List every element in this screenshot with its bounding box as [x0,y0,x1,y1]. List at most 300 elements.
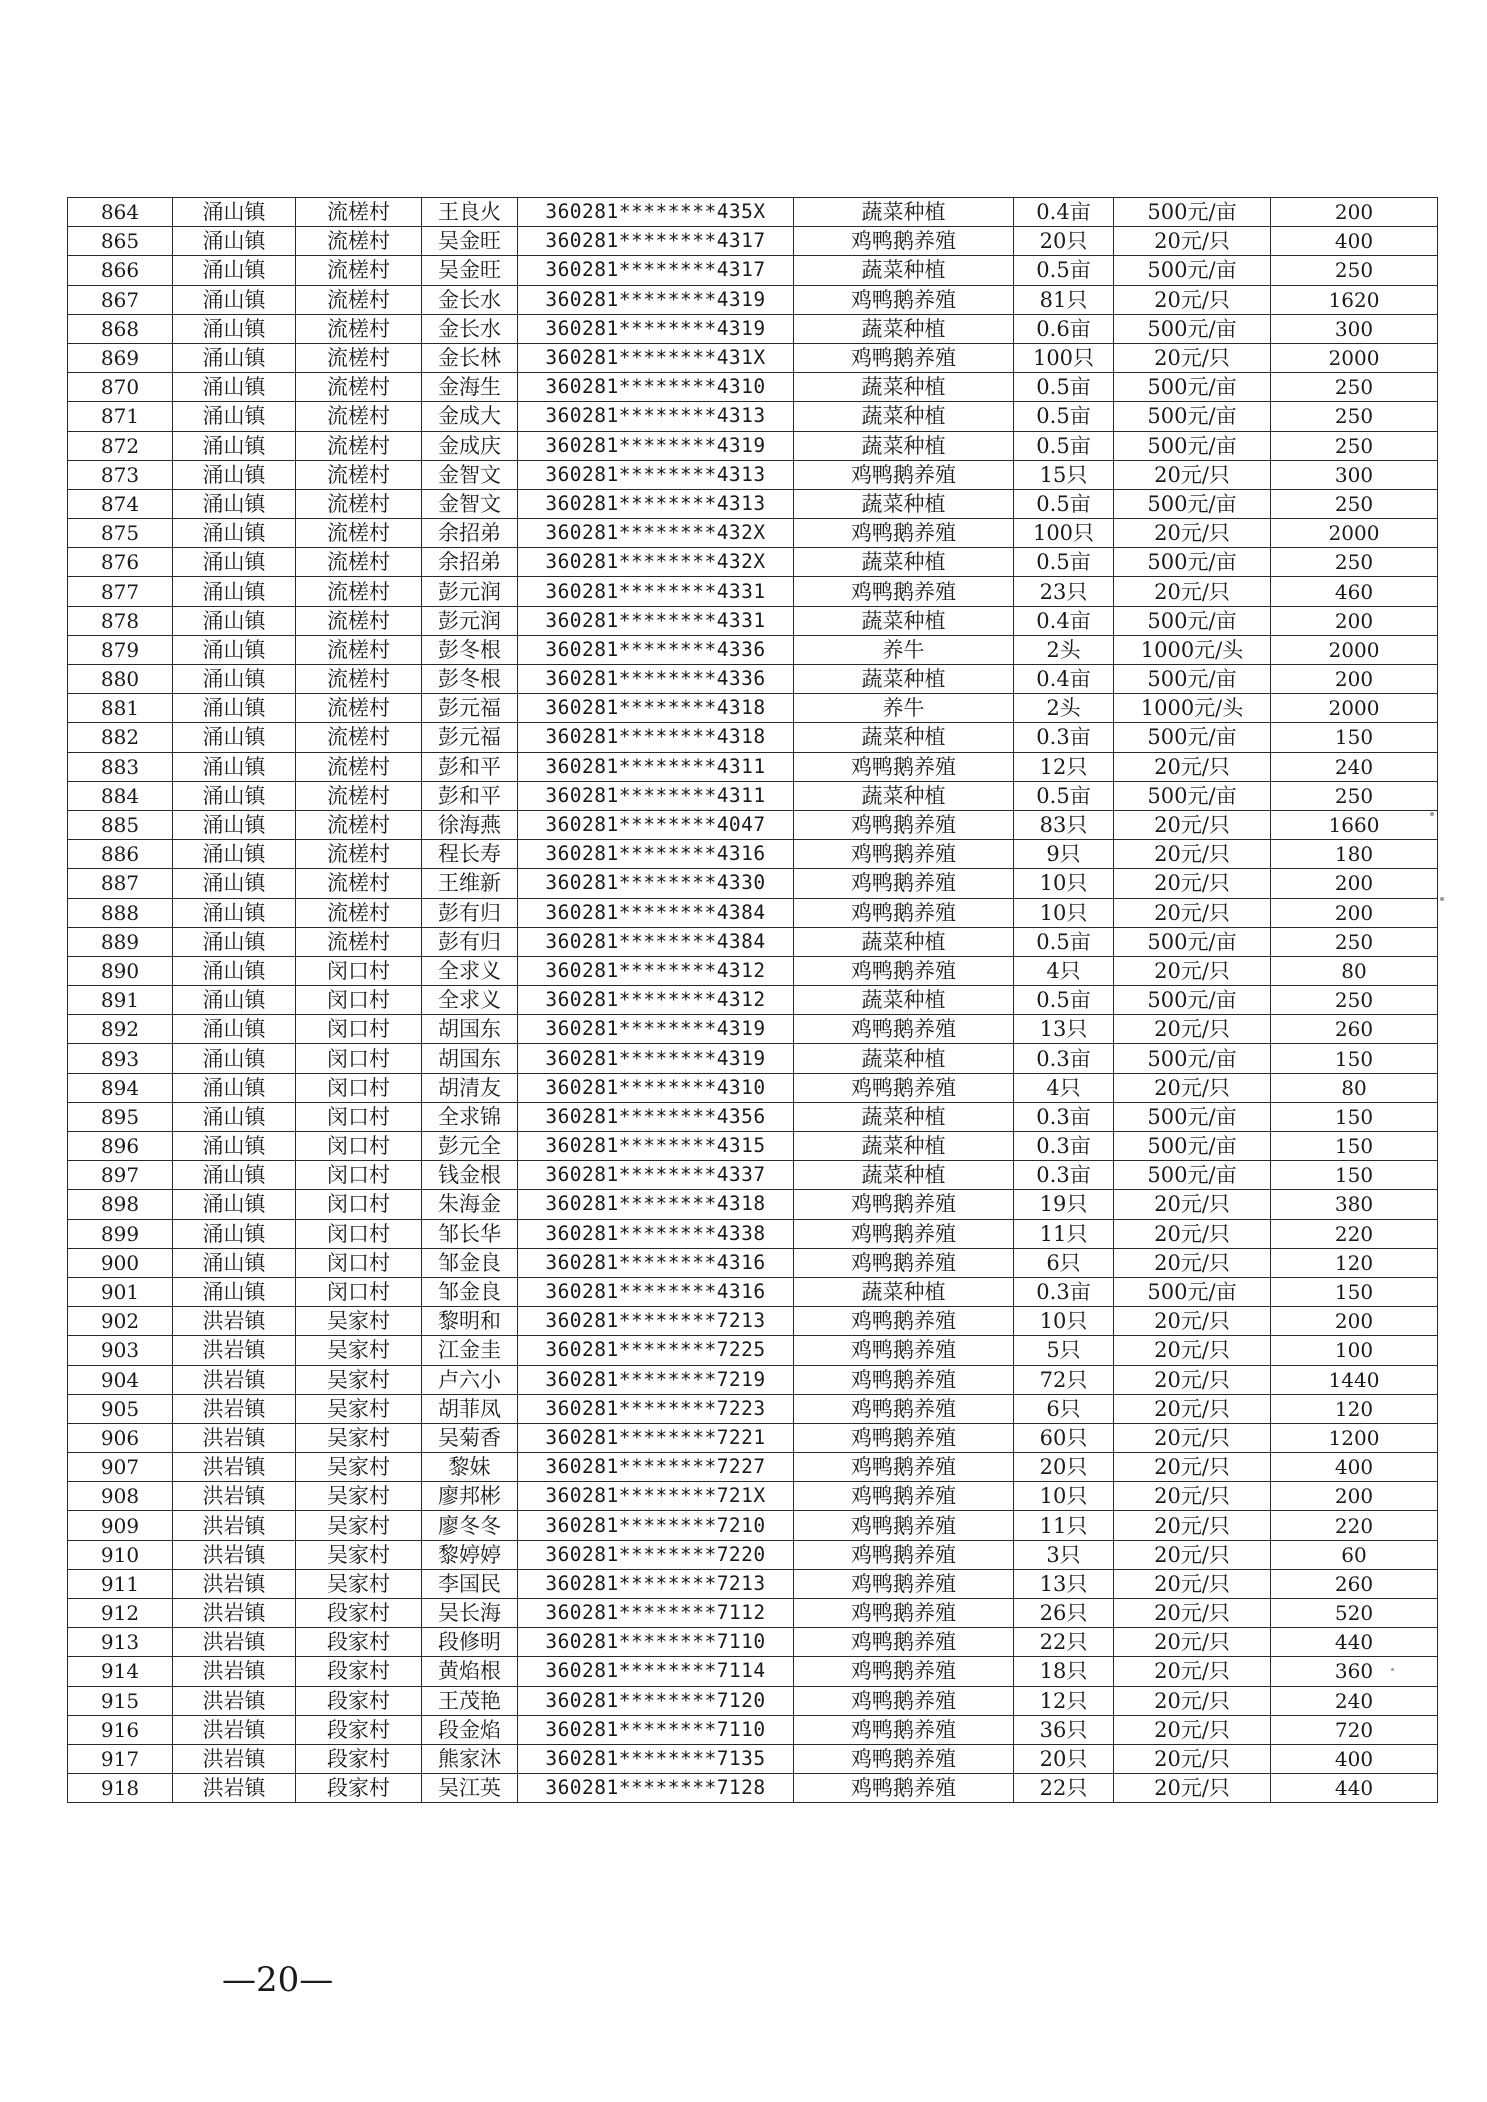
row-number: 869 [68,343,173,372]
quantity-cell: 22只 [1014,1774,1114,1803]
subsidy-cell: 250 [1271,373,1438,402]
standard-cell: 20元/只 [1114,519,1271,548]
name-cell: 江金圭 [422,1336,518,1365]
project-cell: 蔬菜种植 [794,927,1014,956]
table-row [68,1686,1438,1715]
table-row [68,1307,1438,1336]
subsidy-cell: 150 [1271,1044,1438,1073]
project-cell: 鸡鸭鹅养殖 [794,1307,1014,1336]
row-number: 885 [68,810,173,839]
subsidy-cell: 250 [1271,256,1438,285]
row-number: 896 [68,1132,173,1161]
name-cell: 金长林 [422,343,518,372]
table-row [68,1336,1438,1365]
quantity-cell: 10只 [1014,898,1114,927]
table-row [68,577,1438,606]
subsidy-cell: 2000 [1271,694,1438,723]
subsidy-cell: 120 [1271,1394,1438,1423]
table-row [68,1015,1438,1044]
town-cell: 涌山镇 [173,577,296,606]
name-cell: 彭有归 [422,927,518,956]
row-number: 908 [68,1482,173,1511]
quantity-cell: 13只 [1014,1569,1114,1598]
name-cell: 王茂艳 [422,1686,518,1715]
id-number-cell: 360281********4318 [518,1190,794,1219]
quantity-cell: 11只 [1014,1219,1114,1248]
subsidy-cell: 200 [1271,898,1438,927]
project-cell: 鸡鸭鹅养殖 [794,1453,1014,1482]
id-number-cell: 360281********4316 [518,840,794,869]
standard-cell: 20元/只 [1114,1190,1271,1219]
id-number-cell: 360281********4311 [518,752,794,781]
quantity-cell: 15只 [1014,460,1114,489]
quantity-cell: 10只 [1014,869,1114,898]
project-cell: 鸡鸭鹅养殖 [794,285,1014,314]
id-number-cell: 360281********4315 [518,1132,794,1161]
name-cell: 段修明 [422,1628,518,1657]
row-number: 887 [68,869,173,898]
row-number: 917 [68,1744,173,1773]
name-cell: 吴江英 [422,1774,518,1803]
table-row [68,519,1438,548]
subsidy-cell: 440 [1271,1774,1438,1803]
project-cell: 鸡鸭鹅养殖 [794,1511,1014,1540]
table-row [68,285,1438,314]
standard-cell: 20元/只 [1114,898,1271,927]
row-number: 866 [68,256,173,285]
project-cell: 蔬菜种植 [794,1044,1014,1073]
scan-speck [1440,897,1444,901]
name-cell: 彭元福 [422,694,518,723]
table-row [68,1744,1438,1773]
name-cell: 李国民 [422,1569,518,1598]
name-cell: 金智文 [422,489,518,518]
village-cell: 流槎村 [296,898,422,927]
standard-cell: 20元/只 [1114,1744,1271,1773]
row-number: 881 [68,694,173,723]
name-cell: 金海生 [422,373,518,402]
row-number: 872 [68,431,173,460]
name-cell: 徐海燕 [422,810,518,839]
project-cell: 鸡鸭鹅养殖 [794,1686,1014,1715]
standard-cell: 20元/只 [1114,1015,1271,1044]
village-cell: 吴家村 [296,1307,422,1336]
subsidy-cell: 250 [1271,489,1438,518]
town-cell: 涌山镇 [173,840,296,869]
subsidy-cell: 380 [1271,1190,1438,1219]
project-cell: 鸡鸭鹅养殖 [794,1744,1014,1773]
subsidy-cell: 200 [1271,606,1438,635]
name-cell: 胡清友 [422,1073,518,1102]
project-cell: 养牛 [794,635,1014,664]
village-cell: 流槎村 [296,752,422,781]
village-cell: 吴家村 [296,1482,422,1511]
town-cell: 涌山镇 [173,1190,296,1219]
id-number-cell: 360281********7114 [518,1657,794,1686]
row-number: 891 [68,986,173,1015]
town-cell: 涌山镇 [173,694,296,723]
table-row [68,1248,1438,1277]
quantity-cell: 5只 [1014,1336,1114,1365]
village-cell: 闵口村 [296,1248,422,1277]
table-row [68,606,1438,635]
quantity-cell: 10只 [1014,1482,1114,1511]
row-number: 867 [68,285,173,314]
project-cell: 养牛 [794,694,1014,723]
standard-cell: 20元/只 [1114,1453,1271,1482]
quantity-cell: 0.4亩 [1014,606,1114,635]
subsidy-cell: 260 [1271,1015,1438,1044]
quantity-cell: 9只 [1014,840,1114,869]
name-cell: 全求锦 [422,1102,518,1131]
town-cell: 涌山镇 [173,256,296,285]
standard-cell: 500元/亩 [1114,986,1271,1015]
town-cell: 涌山镇 [173,314,296,343]
standard-cell: 20元/只 [1114,1657,1271,1686]
subsidy-cell: 200 [1271,869,1438,898]
row-number: 876 [68,548,173,577]
subsidy-cell: 100 [1271,1336,1438,1365]
town-cell: 洪岩镇 [173,1453,296,1482]
id-number-cell: 360281********4331 [518,606,794,635]
table-row [68,810,1438,839]
village-cell: 吴家村 [296,1394,422,1423]
project-cell: 鸡鸭鹅养殖 [794,1599,1014,1628]
row-number: 888 [68,898,173,927]
project-cell: 鸡鸭鹅养殖 [794,810,1014,839]
project-cell: 鸡鸭鹅养殖 [794,343,1014,372]
subsidy-cell: 60 [1271,1540,1438,1569]
town-cell: 涌山镇 [173,460,296,489]
standard-cell: 500元/亩 [1114,723,1271,752]
id-number-cell: 360281********4317 [518,256,794,285]
row-number: 907 [68,1453,173,1482]
id-number-cell: 360281********4331 [518,577,794,606]
name-cell: 黎明和 [422,1307,518,1336]
village-cell: 流槎村 [296,489,422,518]
row-number: 892 [68,1015,173,1044]
quantity-cell: 0.4亩 [1014,198,1114,227]
standard-cell: 20元/只 [1114,1569,1271,1598]
village-cell: 流槎村 [296,548,422,577]
project-cell: 鸡鸭鹅养殖 [794,227,1014,256]
village-cell: 段家村 [296,1774,422,1803]
row-number: 895 [68,1102,173,1131]
id-number-cell: 360281********7225 [518,1336,794,1365]
name-cell: 邹金良 [422,1277,518,1306]
table-row [68,869,1438,898]
quantity-cell: 4只 [1014,956,1114,985]
town-cell: 涌山镇 [173,285,296,314]
village-cell: 闵口村 [296,1073,422,1102]
quantity-cell: 0.5亩 [1014,927,1114,956]
subsidy-cell: 520 [1271,1599,1438,1628]
row-number: 877 [68,577,173,606]
name-cell: 吴金旺 [422,256,518,285]
name-cell: 钱金根 [422,1161,518,1190]
table-row [68,431,1438,460]
subsidy-cell: 2000 [1271,519,1438,548]
table-row [68,256,1438,285]
name-cell: 黄焰根 [422,1657,518,1686]
village-cell: 吴家村 [296,1336,422,1365]
subsidy-cell: 250 [1271,402,1438,431]
village-cell: 闵口村 [296,1015,422,1044]
project-cell: 鸡鸭鹅养殖 [794,1015,1014,1044]
name-cell: 王维新 [422,869,518,898]
quantity-cell: 0.6亩 [1014,314,1114,343]
town-cell: 涌山镇 [173,1102,296,1131]
table-row [68,227,1438,256]
project-cell: 鸡鸭鹅养殖 [794,1190,1014,1219]
table-row [68,198,1438,227]
project-cell: 鸡鸭鹅养殖 [794,840,1014,869]
row-number: 874 [68,489,173,518]
town-cell: 涌山镇 [173,606,296,635]
project-cell: 鸡鸭鹅养殖 [794,869,1014,898]
town-cell: 涌山镇 [173,665,296,694]
standard-cell: 20元/只 [1114,1628,1271,1657]
quantity-cell: 0.3亩 [1014,1277,1114,1306]
name-cell: 吴菊香 [422,1423,518,1452]
row-number: 870 [68,373,173,402]
subsidy-cell: 240 [1271,1686,1438,1715]
name-cell: 熊家沐 [422,1744,518,1773]
table-row [68,1540,1438,1569]
id-number-cell: 360281********4330 [518,869,794,898]
subsidy-cell: 200 [1271,665,1438,694]
town-cell: 涌山镇 [173,810,296,839]
town-cell: 涌山镇 [173,927,296,956]
standard-cell: 20元/只 [1114,1540,1271,1569]
subsidy-cell: 150 [1271,723,1438,752]
subsidy-cell: 200 [1271,1307,1438,1336]
subsidy-cell: 120 [1271,1248,1438,1277]
project-cell: 鸡鸭鹅养殖 [794,460,1014,489]
project-cell: 蔬菜种植 [794,986,1014,1015]
quantity-cell: 13只 [1014,1015,1114,1044]
name-cell: 王良火 [422,198,518,227]
quantity-cell: 0.5亩 [1014,548,1114,577]
quantity-cell: 6只 [1014,1248,1114,1277]
name-cell: 彭元润 [422,606,518,635]
table-row [68,1277,1438,1306]
project-cell: 蔬菜种植 [794,373,1014,402]
standard-cell: 500元/亩 [1114,198,1271,227]
town-cell: 洪岩镇 [173,1686,296,1715]
village-cell: 流槎村 [296,665,422,694]
name-cell: 胡菲凤 [422,1394,518,1423]
village-cell: 闵口村 [296,1219,422,1248]
project-cell: 蔬菜种植 [794,1132,1014,1161]
subsidy-cell: 400 [1271,227,1438,256]
project-cell: 蔬菜种植 [794,431,1014,460]
quantity-cell: 0.3亩 [1014,1161,1114,1190]
standard-cell: 500元/亩 [1114,373,1271,402]
id-number-cell: 360281********4312 [518,956,794,985]
standard-cell: 20元/只 [1114,577,1271,606]
project-cell: 蔬菜种植 [794,489,1014,518]
row-number: 868 [68,314,173,343]
name-cell: 彭元福 [422,723,518,752]
village-cell: 流槎村 [296,431,422,460]
quantity-cell: 10只 [1014,1307,1114,1336]
quantity-cell: 0.3亩 [1014,723,1114,752]
standard-cell: 20元/只 [1114,1394,1271,1423]
town-cell: 洪岩镇 [173,1394,296,1423]
quantity-cell: 20只 [1014,1453,1114,1482]
village-cell: 段家村 [296,1657,422,1686]
table-row [68,489,1438,518]
project-cell: 鸡鸭鹅养殖 [794,898,1014,927]
quantity-cell: 0.5亩 [1014,781,1114,810]
table-row [68,927,1438,956]
standard-cell: 500元/亩 [1114,402,1271,431]
town-cell: 洪岩镇 [173,1657,296,1686]
table-row [68,635,1438,664]
row-number: 894 [68,1073,173,1102]
town-cell: 涌山镇 [173,986,296,1015]
subsidy-cell: 1620 [1271,285,1438,314]
subsidy-cell: 200 [1271,1482,1438,1511]
quantity-cell: 12只 [1014,752,1114,781]
id-number-cell: 360281********4318 [518,723,794,752]
village-cell: 闵口村 [296,1102,422,1131]
town-cell: 洪岩镇 [173,1715,296,1744]
project-cell: 鸡鸭鹅养殖 [794,956,1014,985]
standard-cell: 500元/亩 [1114,1277,1271,1306]
row-number: 893 [68,1044,173,1073]
standard-cell: 1000元/头 [1114,635,1271,664]
subsidy-cell: 2000 [1271,635,1438,664]
village-cell: 吴家村 [296,1365,422,1394]
subsidy-table [67,197,1438,1803]
standard-cell: 20元/只 [1114,869,1271,898]
project-cell: 鸡鸭鹅养殖 [794,1423,1014,1452]
standard-cell: 20元/只 [1114,752,1271,781]
standard-cell: 20元/只 [1114,227,1271,256]
subsidy-cell: 150 [1271,1277,1438,1306]
row-number: 902 [68,1307,173,1336]
quantity-cell: 81只 [1014,285,1114,314]
town-cell: 洪岩镇 [173,1744,296,1773]
town-cell: 涌山镇 [173,898,296,927]
row-number: 909 [68,1511,173,1540]
table-body [68,198,1438,1803]
subsidy-cell: 400 [1271,1453,1438,1482]
project-cell: 鸡鸭鹅养殖 [794,1628,1014,1657]
subsidy-cell: 250 [1271,986,1438,1015]
id-number-cell: 360281********4313 [518,460,794,489]
village-cell: 流槎村 [296,869,422,898]
village-cell: 流槎村 [296,577,422,606]
table-row [68,752,1438,781]
name-cell: 金长水 [422,314,518,343]
table-row [68,1453,1438,1482]
name-cell: 余招弟 [422,548,518,577]
name-cell: 彭和平 [422,781,518,810]
subsidy-cell: 400 [1271,1744,1438,1773]
quantity-cell: 0.5亩 [1014,489,1114,518]
row-number: 904 [68,1365,173,1394]
town-cell: 涌山镇 [173,431,296,460]
standard-cell: 500元/亩 [1114,927,1271,956]
town-cell: 涌山镇 [173,373,296,402]
table-row [68,956,1438,985]
village-cell: 闵口村 [296,1044,422,1073]
village-cell: 闵口村 [296,956,422,985]
project-cell: 鸡鸭鹅养殖 [794,1569,1014,1598]
standard-cell: 500元/亩 [1114,1132,1271,1161]
name-cell: 廖冬冬 [422,1511,518,1540]
standard-cell: 20元/只 [1114,1686,1271,1715]
name-cell: 彭冬根 [422,665,518,694]
subsidy-cell: 80 [1271,1073,1438,1102]
standard-cell: 500元/亩 [1114,1161,1271,1190]
table-row [68,1365,1438,1394]
subsidy-cell: 300 [1271,314,1438,343]
village-cell: 流槎村 [296,840,422,869]
subsidy-cell: 250 [1271,548,1438,577]
project-cell: 蔬菜种植 [794,1277,1014,1306]
table-row [68,402,1438,431]
village-cell: 流槎村 [296,343,422,372]
table-row [68,694,1438,723]
subsidy-cell: 720 [1271,1715,1438,1744]
id-number-cell: 360281********435X [518,198,794,227]
standard-cell: 20元/只 [1114,1482,1271,1511]
table-row [68,1628,1438,1657]
subsidy-cell: 250 [1271,431,1438,460]
quantity-cell: 60只 [1014,1423,1114,1452]
table-row [68,1161,1438,1190]
town-cell: 洪岩镇 [173,1628,296,1657]
project-cell: 鸡鸭鹅养殖 [794,577,1014,606]
town-cell: 涌山镇 [173,956,296,985]
quantity-cell: 12只 [1014,1686,1114,1715]
id-number-cell: 360281********4336 [518,635,794,664]
quantity-cell: 0.5亩 [1014,986,1114,1015]
row-number: 899 [68,1219,173,1248]
table-row [68,781,1438,810]
id-number-cell: 360281********4317 [518,227,794,256]
standard-cell: 20元/只 [1114,285,1271,314]
table-row [68,1715,1438,1744]
subsidy-cell: 220 [1271,1511,1438,1540]
subsidy-cell: 200 [1271,198,1438,227]
standard-cell: 500元/亩 [1114,256,1271,285]
standard-cell: 500元/亩 [1114,431,1271,460]
quantity-cell: 100只 [1014,343,1114,372]
village-cell: 闵口村 [296,1161,422,1190]
quantity-cell: 2头 [1014,694,1114,723]
scan-speck [1430,812,1434,816]
town-cell: 涌山镇 [173,1219,296,1248]
project-cell: 鸡鸭鹅养殖 [794,1482,1014,1511]
row-number: 916 [68,1715,173,1744]
quantity-cell: 0.5亩 [1014,431,1114,460]
project-cell: 鸡鸭鹅养殖 [794,1774,1014,1803]
subsidy-cell: 250 [1271,781,1438,810]
quantity-cell: 20只 [1014,1744,1114,1773]
subsidy-cell: 240 [1271,752,1438,781]
town-cell: 涌山镇 [173,1161,296,1190]
village-cell: 流槎村 [296,519,422,548]
project-cell: 蔬菜种植 [794,198,1014,227]
subsidy-cell: 360 [1271,1657,1438,1686]
quantity-cell: 0.4亩 [1014,665,1114,694]
row-number: 898 [68,1190,173,1219]
